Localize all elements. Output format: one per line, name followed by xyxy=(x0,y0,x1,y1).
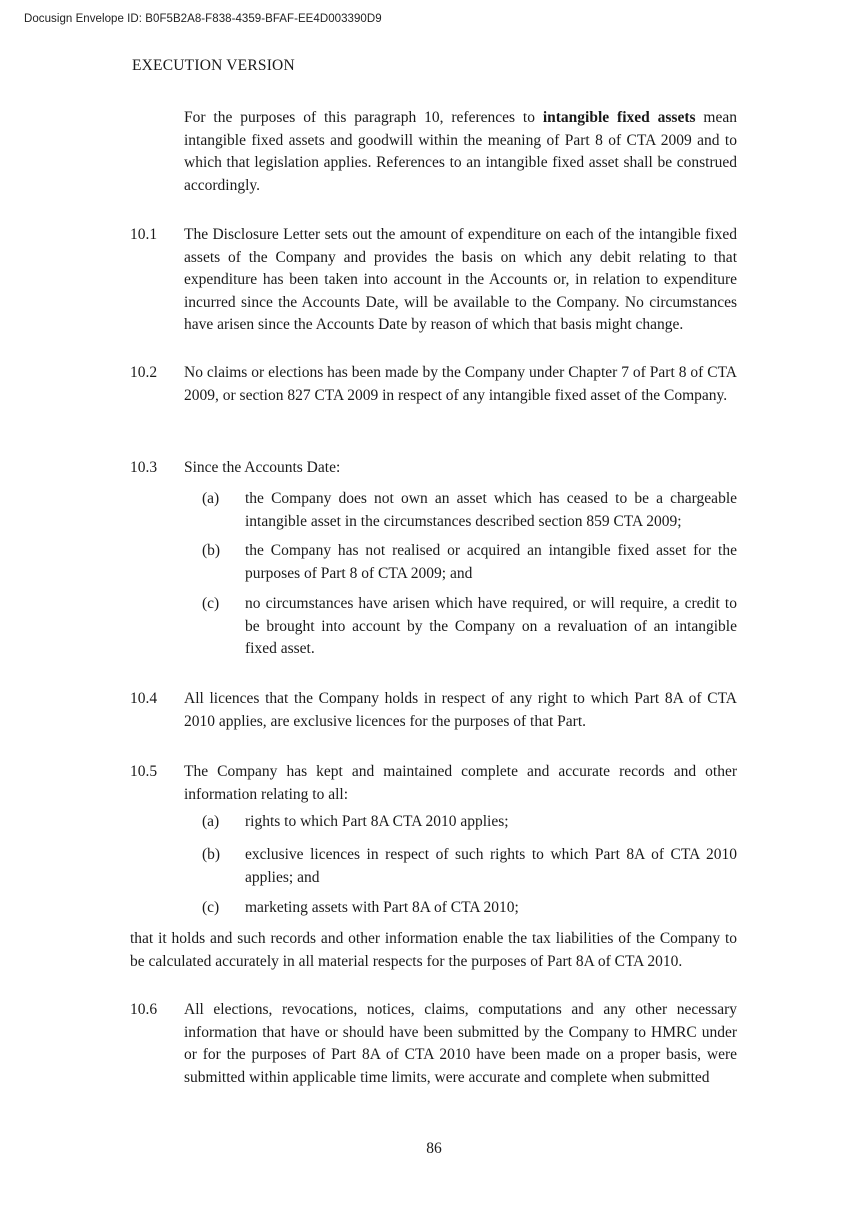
intro-paragraph xyxy=(184,107,737,197)
clause-10-2 xyxy=(130,362,737,407)
item-label: (b) xyxy=(202,846,221,863)
item-text: marketing assets with Part 8A of CTA 2010; xyxy=(245,899,519,916)
clause-number: 10.2 xyxy=(130,364,158,381)
page-number: 86 xyxy=(426,1140,442,1157)
clause-number: 10.6 xyxy=(130,1001,158,1018)
item-text: the Company does not own an asset which has ceased to be a chargeable intangible asset in the circumstances described section 859 CTA 2009; xyxy=(245,490,737,530)
clause-10-5-item-c xyxy=(202,897,737,920)
item-text: rights to which Part 8A CTA 2010 applies; xyxy=(245,813,509,830)
clause-number: 10.3 xyxy=(130,459,158,476)
clause-10-3-item-c xyxy=(202,593,737,661)
clause-text: Since the Accounts Date: xyxy=(184,459,341,476)
item-text: the Company has not realised or acquired an intangible fixed asset for the purposes of Part 8 of CTA 2009; and xyxy=(245,542,737,582)
item-label: (c) xyxy=(202,595,220,612)
defined-term: intangible fixed assets xyxy=(542,109,696,126)
item-label: (b) xyxy=(202,542,221,559)
clause-number: 10.1 xyxy=(130,226,158,243)
item-text: no circumstances have arisen which have required, or will require, a credit to be brought into account by the Company on a revaluation of an intangible fixed asset. xyxy=(245,595,737,657)
intro-text-before: For the purposes of this paragraph 10, references to xyxy=(184,109,543,126)
clause-10-3-item-a xyxy=(202,488,737,533)
intro-text-after: mean intangible fixed assets and goodwill within the meaning of Part 8 of CTA 2009 and to which that legislation applies. References to an intangible fixed asset shall be construed accordingly. xyxy=(184,109,737,194)
clause-10-5-item-a xyxy=(202,811,737,834)
item-label: (c) xyxy=(202,899,220,916)
clause-text: The Disclosure Letter sets out the amount of expenditure on each of the intangible fixed assets of the Company and provides the basis on which any debit relating to that expenditure has been taken into account in the Accounts or, in relation to expenditure incurred since the Accounts Date, will be available to the Company. No circumstances have arisen since the Accounts Date by reason of which that basis might change. xyxy=(184,226,737,333)
clause-10-5-tail: that it holds and such records and other information enable the tax liabilities of the Company to be calculated accurately in all material respects for the purposes of Part 8A of CTA 2010. xyxy=(130,930,737,970)
clause-number: 10.4 xyxy=(130,690,158,707)
clause-10-1 xyxy=(130,224,737,337)
clause-10-5 xyxy=(130,761,737,806)
item-text: exclusive licences in respect of such rights to which Part 8A of CTA 2010 applies; and xyxy=(245,846,737,886)
clause-text: All elections, revocations, notices, claims, computations and any other necessary information that have or should have been submitted by the Company to HMRC under or for the purposes of Part 8A of CTA 2010 have been made on a proper basis, were submitted within applicable time limits, were accurate and complete when submitted xyxy=(184,1001,737,1086)
clause-10-5-item-b xyxy=(202,844,737,889)
clause-text: All licences that the Company holds in respect of any right to which Part 8A of CTA 2010 applies, are exclusive licences for the purposes of that Part. xyxy=(184,690,737,730)
docusign-envelope-id: Docusign Envelope ID: B0F5B2A8-F838-4359-BFAF-EE4D003390D9 xyxy=(24,13,382,25)
clause-10-6 xyxy=(130,999,737,1089)
execution-version-label: EXECUTION VERSION xyxy=(132,57,295,74)
clause-number: 10.5 xyxy=(130,763,158,780)
clause-10-3 xyxy=(130,457,737,480)
clause-text: The Company has kept and maintained complete and accurate records and other information relating to all: xyxy=(184,763,737,803)
clause-text: No claims or elections has been made by the Company under Chapter 7 of Part 8 of CTA 2009, or section 827 CTA 2009 in respect of any intangible fixed asset of the Company. xyxy=(184,364,737,404)
item-label: (a) xyxy=(202,490,220,507)
clause-10-3-item-b xyxy=(202,540,737,585)
item-label: (a) xyxy=(202,813,220,830)
clause-10-4 xyxy=(130,688,737,733)
